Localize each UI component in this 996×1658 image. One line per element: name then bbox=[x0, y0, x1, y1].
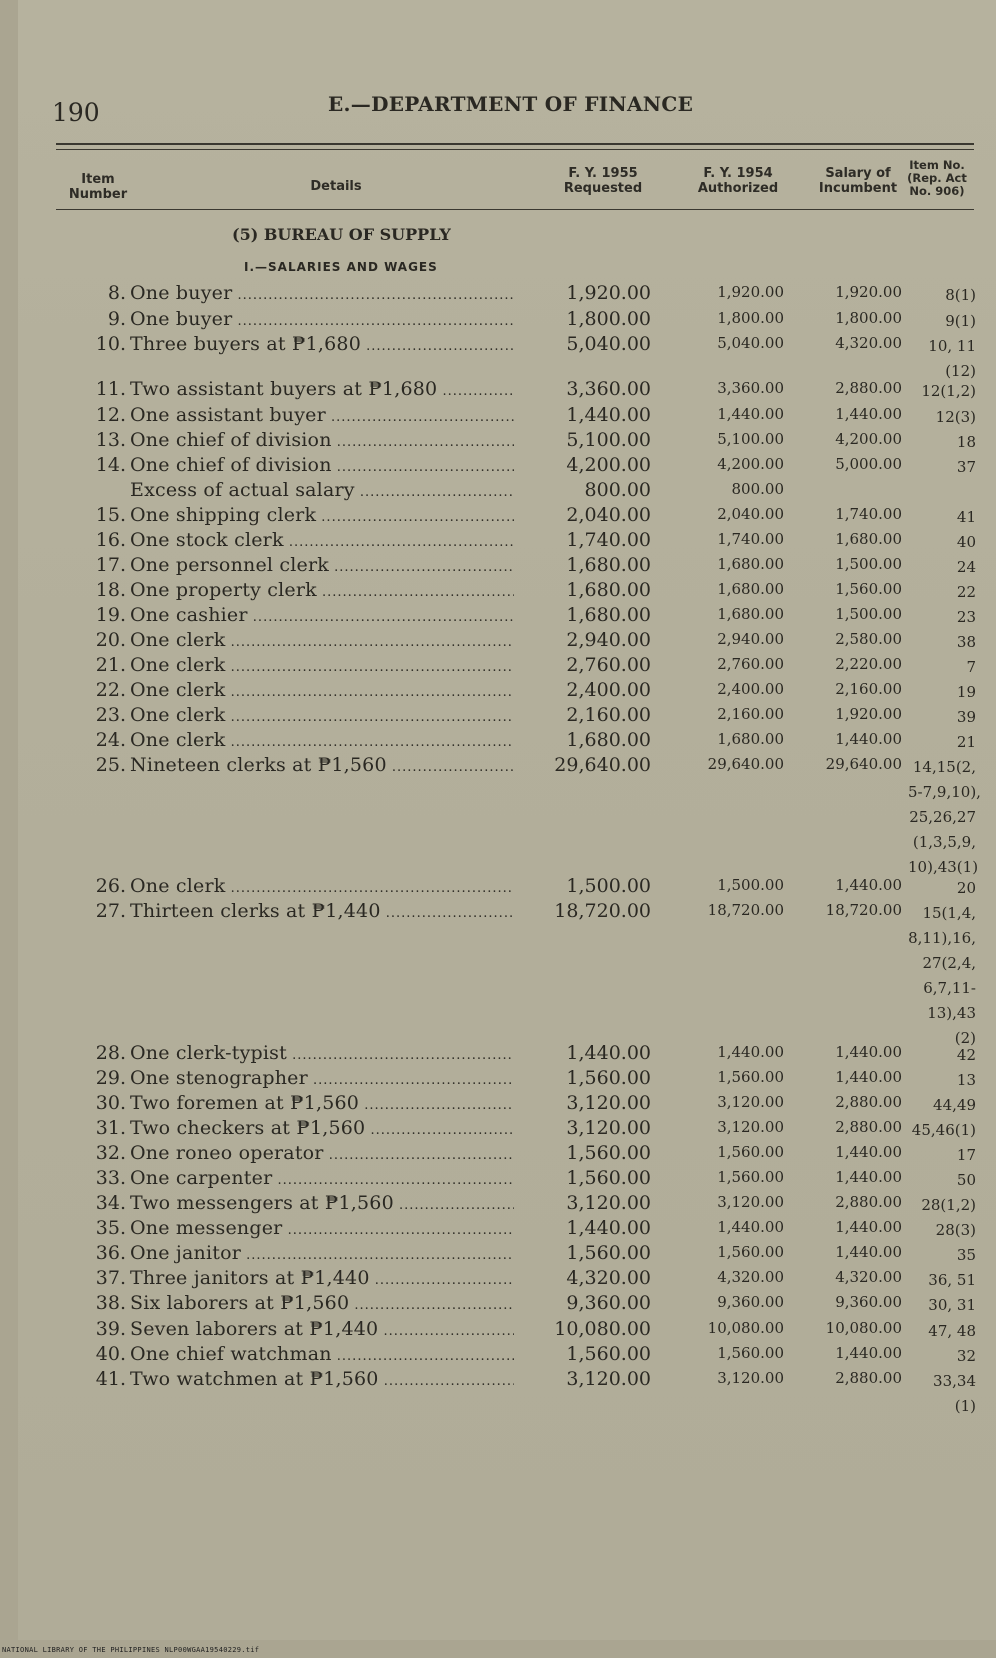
details-cell: One chief watchman ..... bbox=[130, 1343, 514, 1365]
details-cell: One carpenter ..... bbox=[130, 1167, 514, 1189]
rep-act-item-no-cell: 37 bbox=[956, 458, 976, 476]
salary-of-incumbent-cell: 1,440.00 bbox=[835, 1344, 902, 1362]
fy1954-authorized-cell: 3,360.00 bbox=[717, 379, 784, 397]
salary-of-incumbent-cell: 10,080.00 bbox=[825, 1319, 902, 1337]
column-header-rule bbox=[56, 209, 974, 210]
details-cell: One messenger ..... bbox=[130, 1217, 514, 1239]
item-number-cell: 16. bbox=[95, 529, 126, 551]
table-row bbox=[18, 454, 996, 478]
details-cell: One stenographer ..... bbox=[130, 1067, 514, 1089]
salary-of-incumbent-cell: 18,720.00 bbox=[825, 901, 902, 919]
fy1955-requested-cell: 9,360.00 bbox=[566, 1292, 651, 1314]
table-row bbox=[18, 679, 996, 703]
table-row bbox=[18, 1142, 996, 1166]
salary-of-incumbent-cell: 4,320.00 bbox=[835, 1268, 902, 1286]
rep-act-item-no-cell: 39 bbox=[956, 708, 976, 726]
rep-act-item-no-cell: 41 bbox=[956, 508, 976, 526]
rep-act-item-no-cell: 36, 51 bbox=[928, 1271, 976, 1289]
salary-of-incumbent-cell: 1,500.00 bbox=[835, 605, 902, 623]
rep-act-item-no-cell: 17 bbox=[956, 1146, 976, 1164]
fy1954-authorized-cell: 29,640.00 bbox=[707, 755, 784, 773]
item-number-cell: 36. bbox=[95, 1242, 126, 1264]
fy1955-requested-cell: 5,040.00 bbox=[566, 333, 651, 355]
item-number-cell: 17. bbox=[95, 554, 126, 576]
item-number-cell: 9. bbox=[107, 308, 126, 330]
table-row bbox=[18, 1267, 996, 1291]
table-row bbox=[18, 1343, 996, 1367]
fy1955-requested-cell: 29,640.00 bbox=[554, 754, 651, 776]
fy1955-requested-cell: 2,160.00 bbox=[566, 704, 651, 726]
salary-of-incumbent-cell: 1,440.00 bbox=[835, 1168, 902, 1186]
details-cell: Six laborers at ₱1,560 ..... bbox=[130, 1292, 514, 1314]
salary-of-incumbent-cell: 2,220.00 bbox=[835, 655, 902, 673]
item-number-cell: 41. bbox=[95, 1368, 126, 1390]
table-row bbox=[18, 1067, 996, 1091]
details-cell: One cashier ..... bbox=[130, 604, 514, 626]
details-cell: One buyer ..... bbox=[130, 282, 514, 304]
fy1955-requested-cell: 3,120.00 bbox=[566, 1117, 651, 1139]
fy1954-authorized-cell: 800.00 bbox=[731, 480, 784, 498]
item-number-cell: 28. bbox=[95, 1042, 126, 1064]
salary-of-incumbent-cell: 2,880.00 bbox=[835, 1193, 902, 1211]
fy1954-authorized-cell: 1,560.00 bbox=[717, 1243, 784, 1261]
item-number-cell: 15. bbox=[95, 504, 126, 526]
fy1955-requested-cell: 1,440.00 bbox=[566, 1217, 651, 1239]
fy1955-requested-cell: 3,360.00 bbox=[566, 378, 651, 400]
fy1954-authorized-cell: 2,160.00 bbox=[717, 705, 784, 723]
table-row bbox=[18, 1217, 996, 1241]
item-number-cell: 21. bbox=[95, 654, 126, 676]
rep-act-item-no-cell: 20 bbox=[956, 879, 976, 897]
fy1954-authorized-cell: 18,720.00 bbox=[707, 901, 784, 919]
table-row bbox=[18, 1318, 996, 1342]
rep-act-item-no-cell: 8(1) bbox=[945, 286, 976, 304]
column-header-fy1954: F. Y. 1954 Authorized bbox=[697, 166, 779, 196]
details-cell: One clerk ..... bbox=[130, 679, 514, 701]
fy1954-authorized-cell: 1,440.00 bbox=[717, 405, 784, 423]
table-row bbox=[18, 629, 996, 653]
table-row bbox=[18, 604, 996, 628]
page-number: 190 bbox=[52, 98, 100, 127]
rep-act-item-no-cell: 21 bbox=[956, 733, 976, 751]
salary-of-incumbent-cell: 1,440.00 bbox=[835, 1068, 902, 1086]
fy1955-requested-cell: 2,940.00 bbox=[566, 629, 651, 651]
details-cell: Thirteen clerks at ₱1,440 ..... bbox=[130, 900, 514, 922]
fy1954-authorized-cell: 4,200.00 bbox=[717, 455, 784, 473]
fy1955-requested-cell: 1,680.00 bbox=[566, 579, 651, 601]
fy1954-authorized-cell: 2,040.00 bbox=[717, 505, 784, 523]
details-cell: Excess of actual salary ..... bbox=[130, 479, 514, 501]
salary-of-incumbent-cell: 1,440.00 bbox=[835, 1143, 902, 1161]
item-number-cell: 20. bbox=[95, 629, 126, 651]
fy1954-authorized-cell: 1,560.00 bbox=[717, 1068, 784, 1086]
salary-of-incumbent-cell: 2,160.00 bbox=[835, 680, 902, 698]
salary-of-incumbent-cell: 1,740.00 bbox=[835, 505, 902, 523]
table-row bbox=[18, 404, 996, 428]
salary-of-incumbent-cell: 2,880.00 bbox=[835, 379, 902, 397]
item-number-cell: 40. bbox=[95, 1343, 126, 1365]
table-row bbox=[18, 333, 996, 380]
details-cell: One clerk ..... bbox=[130, 875, 514, 897]
item-number-cell: 8. bbox=[107, 282, 126, 304]
rep-act-item-no-cell: 9(1) bbox=[945, 312, 976, 330]
scan-footer: NATIONAL LIBRARY OF THE PHILIPPINES NLP00WGAA19540229.tif bbox=[2, 1646, 260, 1654]
fy1954-authorized-cell: 1,560.00 bbox=[717, 1344, 784, 1362]
rep-act-item-no-cell: 12(3) bbox=[935, 408, 976, 426]
details-cell: Nineteen clerks at ₱1,560 ..... bbox=[130, 754, 514, 776]
fy1955-requested-cell: 4,320.00 bbox=[566, 1267, 651, 1289]
fy1955-requested-cell: 1,560.00 bbox=[566, 1343, 651, 1365]
details-cell: Two messengers at ₱1,560 ..... bbox=[130, 1192, 514, 1214]
fy1954-authorized-cell: 1,680.00 bbox=[717, 605, 784, 623]
table-row bbox=[18, 654, 996, 678]
item-number-cell: 14. bbox=[95, 454, 126, 476]
fy1955-requested-cell: 1,440.00 bbox=[566, 404, 651, 426]
rep-act-item-no-cell: 10, 11 (12) bbox=[928, 337, 976, 380]
details-cell: Two assistant buyers at ₱1,680 ..... bbox=[130, 378, 514, 400]
salary-of-incumbent-cell: 2,880.00 bbox=[835, 1093, 902, 1111]
fy1955-requested-cell: 3,120.00 bbox=[566, 1092, 651, 1114]
table-row bbox=[18, 1192, 996, 1216]
rep-act-item-no-cell: 33,34 (1) bbox=[933, 1372, 976, 1415]
table-row bbox=[18, 579, 996, 603]
rep-act-item-no-cell: 45,46(1) bbox=[911, 1121, 976, 1139]
fy1954-authorized-cell: 4,320.00 bbox=[717, 1268, 784, 1286]
details-cell: One chief of division ..... bbox=[130, 429, 514, 451]
rep-act-item-no-cell: 13 bbox=[956, 1071, 976, 1089]
rep-act-item-no-cell: 50 bbox=[956, 1171, 976, 1189]
fy1955-requested-cell: 1,920.00 bbox=[566, 282, 651, 304]
fy1955-requested-cell: 1,680.00 bbox=[566, 604, 651, 626]
salary-of-incumbent-cell: 1,920.00 bbox=[835, 283, 902, 301]
fy1954-authorized-cell: 1,680.00 bbox=[717, 580, 784, 598]
fy1954-authorized-cell: 3,120.00 bbox=[717, 1093, 784, 1111]
salary-of-incumbent-cell: 1,920.00 bbox=[835, 705, 902, 723]
table-row bbox=[18, 308, 996, 332]
fy1954-authorized-cell: 5,040.00 bbox=[717, 334, 784, 352]
details-cell: One clerk ..... bbox=[130, 629, 514, 651]
item-number-cell: 34. bbox=[95, 1192, 126, 1214]
fy1954-authorized-cell: 1,680.00 bbox=[717, 555, 784, 573]
item-number-cell: 37. bbox=[95, 1267, 126, 1289]
fy1954-authorized-cell: 1,440.00 bbox=[717, 1043, 784, 1061]
table-row bbox=[18, 704, 996, 728]
details-cell: One clerk-typist ..... bbox=[130, 1042, 514, 1064]
fy1955-requested-cell: 1,560.00 bbox=[566, 1067, 651, 1089]
table-row bbox=[18, 429, 996, 453]
salary-of-incumbent-cell: 29,640.00 bbox=[825, 755, 902, 773]
details-cell: One chief of division ..... bbox=[130, 454, 514, 476]
rep-act-item-no-cell: 28(3) bbox=[935, 1221, 976, 1239]
item-number-cell: 29. bbox=[95, 1067, 126, 1089]
subsection-title: I.—SALARIES AND WAGES bbox=[244, 260, 438, 274]
item-number-cell: 35. bbox=[95, 1217, 126, 1239]
salary-of-incumbent-cell: 1,680.00 bbox=[835, 530, 902, 548]
salary-of-incumbent-cell: 1,440.00 bbox=[835, 1043, 902, 1061]
fy1955-requested-cell: 18,720.00 bbox=[554, 900, 651, 922]
fy1954-authorized-cell: 1,680.00 bbox=[717, 730, 784, 748]
rep-act-item-no-cell: 32 bbox=[956, 1347, 976, 1365]
table-row bbox=[18, 378, 996, 402]
item-number-cell: 10. bbox=[95, 333, 126, 355]
salary-of-incumbent-cell: 1,440.00 bbox=[835, 1243, 902, 1261]
fy1954-authorized-cell: 3,120.00 bbox=[717, 1369, 784, 1387]
fy1954-authorized-cell: 3,120.00 bbox=[717, 1118, 784, 1136]
fy1955-requested-cell: 3,120.00 bbox=[566, 1192, 651, 1214]
rep-act-item-no-cell: 28(1,2) bbox=[921, 1196, 976, 1214]
details-cell: One stock clerk ..... bbox=[130, 529, 514, 551]
table-row bbox=[18, 1242, 996, 1266]
item-number-cell: 22. bbox=[95, 679, 126, 701]
salary-of-incumbent-cell: 1,440.00 bbox=[835, 876, 902, 894]
table-row bbox=[18, 1117, 996, 1141]
salary-of-incumbent-cell: 1,440.00 bbox=[835, 1218, 902, 1236]
details-cell: One buyer ..... bbox=[130, 308, 514, 330]
rep-act-item-no-cell: 7 bbox=[966, 658, 976, 676]
table-row bbox=[18, 729, 996, 753]
rep-act-item-no-cell: 44,49 bbox=[933, 1096, 976, 1114]
fy1954-authorized-cell: 9,360.00 bbox=[717, 1293, 784, 1311]
fy1955-requested-cell: 1,440.00 bbox=[566, 1042, 651, 1064]
item-number-cell: 25. bbox=[95, 754, 126, 776]
fy1955-requested-cell: 4,200.00 bbox=[566, 454, 651, 476]
fy1954-authorized-cell: 5,100.00 bbox=[717, 430, 784, 448]
rep-act-item-no-cell: 23 bbox=[956, 608, 976, 626]
rep-act-item-no-cell: 18 bbox=[956, 433, 976, 451]
salary-of-incumbent-cell: 1,440.00 bbox=[835, 405, 902, 423]
salary-of-incumbent-cell: 5,000.00 bbox=[835, 455, 902, 473]
column-header-details: Details bbox=[310, 179, 362, 194]
fy1955-requested-cell: 1,500.00 bbox=[566, 875, 651, 897]
fy1955-requested-cell: 1,800.00 bbox=[566, 308, 651, 330]
page-title: E.—DEPARTMENT OF FINANCE bbox=[328, 92, 694, 116]
fy1955-requested-cell: 5,100.00 bbox=[566, 429, 651, 451]
item-number-cell: 33. bbox=[95, 1167, 126, 1189]
item-number-cell: 24. bbox=[95, 729, 126, 751]
details-cell: Two checkers at ₱1,560 ..... bbox=[130, 1117, 514, 1139]
fy1954-authorized-cell: 1,740.00 bbox=[717, 530, 784, 548]
item-number-cell: 27. bbox=[95, 900, 126, 922]
details-cell: One clerk ..... bbox=[130, 654, 514, 676]
details-cell: One janitor ..... bbox=[130, 1242, 514, 1264]
salary-of-incumbent-cell: 4,320.00 bbox=[835, 334, 902, 352]
fy1955-requested-cell: 1,560.00 bbox=[566, 1242, 651, 1264]
column-header-fy1955: F. Y. 1955 Requested bbox=[563, 166, 643, 196]
salary-of-incumbent-cell: 2,880.00 bbox=[835, 1369, 902, 1387]
fy1955-requested-cell: 1,680.00 bbox=[566, 554, 651, 576]
item-number-cell: 18. bbox=[95, 579, 126, 601]
fy1955-requested-cell: 2,760.00 bbox=[566, 654, 651, 676]
table-row bbox=[18, 1368, 996, 1415]
rep-act-item-no-cell: 24 bbox=[956, 558, 976, 576]
fy1955-requested-cell: 2,040.00 bbox=[566, 504, 651, 526]
rep-act-item-no-cell: 40 bbox=[956, 533, 976, 551]
section-title: (5) BUREAU OF SUPPLY bbox=[232, 225, 451, 244]
table-row bbox=[18, 754, 996, 876]
rep-act-item-no-cell: 42 bbox=[956, 1046, 976, 1064]
item-number-cell: 32. bbox=[95, 1142, 126, 1164]
table-row bbox=[18, 504, 996, 528]
item-number-cell: 23. bbox=[95, 704, 126, 726]
rep-act-item-no-cell: 47, 48 bbox=[928, 1322, 976, 1340]
salary-of-incumbent-cell: 2,880.00 bbox=[835, 1118, 902, 1136]
table-row bbox=[18, 900, 996, 1047]
details-cell: Three buyers at ₱1,680 ..... bbox=[130, 333, 514, 355]
item-number-cell: 11. bbox=[95, 378, 126, 400]
fy1955-requested-cell: 10,080.00 bbox=[554, 1318, 651, 1340]
column-header-item-no: Item No. (Rep. Act No. 906) bbox=[907, 158, 967, 198]
details-cell: One clerk ..... bbox=[130, 704, 514, 726]
fy1954-authorized-cell: 1,920.00 bbox=[717, 283, 784, 301]
fy1954-authorized-cell: 1,560.00 bbox=[717, 1168, 784, 1186]
salary-of-incumbent-cell: 1,500.00 bbox=[835, 555, 902, 573]
fy1954-authorized-cell: 10,080.00 bbox=[707, 1319, 784, 1337]
fy1954-authorized-cell: 1,800.00 bbox=[717, 309, 784, 327]
item-number-cell: 30. bbox=[95, 1092, 126, 1114]
rep-act-item-no-cell: 12(1,2) bbox=[921, 382, 976, 400]
fy1954-authorized-cell: 3,120.00 bbox=[717, 1193, 784, 1211]
fy1955-requested-cell: 1,680.00 bbox=[566, 729, 651, 751]
item-number-cell: 31. bbox=[95, 1117, 126, 1139]
details-cell: One roneo operator ..... bbox=[130, 1142, 514, 1164]
item-number-cell: 38. bbox=[95, 1292, 126, 1314]
salary-of-incumbent-cell: 1,800.00 bbox=[835, 309, 902, 327]
table-row bbox=[18, 479, 996, 503]
item-number-cell: 26. bbox=[95, 875, 126, 897]
table-row bbox=[18, 529, 996, 553]
table-row bbox=[18, 1292, 996, 1316]
table-row bbox=[18, 875, 996, 899]
document-page bbox=[18, 0, 996, 1640]
rep-act-item-no-cell: 30, 31 bbox=[928, 1296, 976, 1314]
fy1954-authorized-cell: 1,440.00 bbox=[717, 1218, 784, 1236]
column-header-item-number: Item Number bbox=[68, 172, 128, 202]
item-number-cell: 39. bbox=[95, 1318, 126, 1340]
header-rule bbox=[56, 143, 974, 145]
fy1954-authorized-cell: 2,400.00 bbox=[717, 680, 784, 698]
details-cell: One assistant buyer ..... bbox=[130, 404, 514, 426]
rep-act-item-no-cell: 19 bbox=[956, 683, 976, 701]
rep-act-item-no-cell: 14,15(2, 5-7,9,10), 25,26,27 (1,3,5,9, 10),43(1) bbox=[908, 758, 981, 876]
salary-of-incumbent-cell: 9,360.00 bbox=[835, 1293, 902, 1311]
rep-act-item-no-cell: 15(1,4, 8,11),16, 27(2,4, 6,7,11- 13),43 (2) bbox=[908, 904, 976, 1047]
column-header-salary: Salary of Incumbent bbox=[818, 166, 898, 196]
details-cell: Seven laborers at ₱1,440 ..... bbox=[130, 1318, 514, 1340]
table-row bbox=[18, 1092, 996, 1116]
item-number-cell: 19. bbox=[95, 604, 126, 626]
details-cell: One shipping clerk ..... bbox=[130, 504, 514, 526]
fy1955-requested-cell: 2,400.00 bbox=[566, 679, 651, 701]
rep-act-item-no-cell: 22 bbox=[956, 583, 976, 601]
fy1954-authorized-cell: 1,500.00 bbox=[717, 876, 784, 894]
details-cell: Three janitors at ₱1,440 ..... bbox=[130, 1267, 514, 1289]
details-cell: One personnel clerk ..... bbox=[130, 554, 514, 576]
item-number-cell: 13. bbox=[95, 429, 126, 451]
header-rule bbox=[56, 149, 974, 150]
fy1955-requested-cell: 3,120.00 bbox=[566, 1368, 651, 1390]
fy1955-requested-cell: 1,560.00 bbox=[566, 1167, 651, 1189]
fy1955-requested-cell: 1,560.00 bbox=[566, 1142, 651, 1164]
salary-of-incumbent-cell: 1,560.00 bbox=[835, 580, 902, 598]
table-row bbox=[18, 554, 996, 578]
fy1955-requested-cell: 800.00 bbox=[584, 479, 651, 501]
details-cell: Two foremen at ₱1,560 ..... bbox=[130, 1092, 514, 1114]
fy1954-authorized-cell: 2,940.00 bbox=[717, 630, 784, 648]
table-row bbox=[18, 282, 996, 306]
table-row bbox=[18, 1042, 996, 1066]
item-number-cell: 12. bbox=[95, 404, 126, 426]
rep-act-item-no-cell: 35 bbox=[956, 1246, 976, 1264]
salary-of-incumbent-cell: 4,200.00 bbox=[835, 430, 902, 448]
fy1954-authorized-cell: 1,560.00 bbox=[717, 1143, 784, 1161]
fy1955-requested-cell: 1,740.00 bbox=[566, 529, 651, 551]
table-row bbox=[18, 1167, 996, 1191]
fy1954-authorized-cell: 2,760.00 bbox=[717, 655, 784, 673]
details-cell: One clerk ..... bbox=[130, 729, 514, 751]
salary-of-incumbent-cell: 2,580.00 bbox=[835, 630, 902, 648]
details-cell: One property clerk ..... bbox=[130, 579, 514, 601]
rep-act-item-no-cell: 38 bbox=[956, 633, 976, 651]
salary-of-incumbent-cell: 1,440.00 bbox=[835, 730, 902, 748]
details-cell: Two watchmen at ₱1,560 ..... bbox=[130, 1368, 514, 1390]
